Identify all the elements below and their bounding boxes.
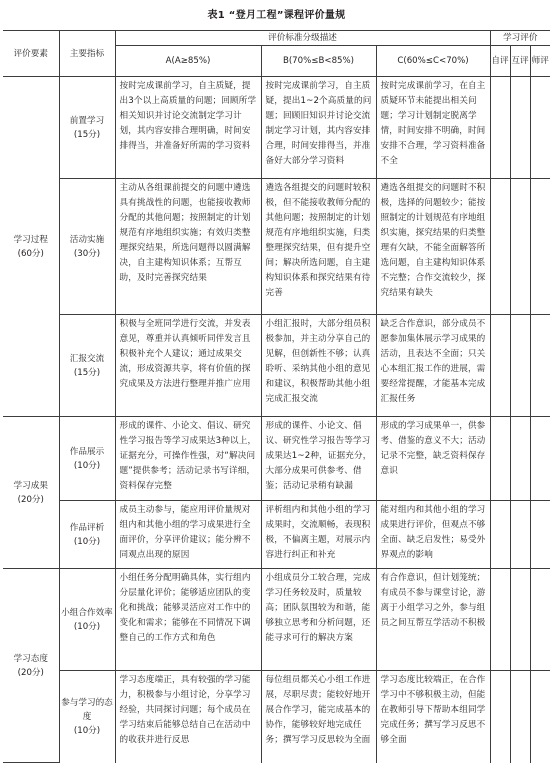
level-a-desc: 成员主动参与，能应用评价量规对组内和其他小组的学习成果进行全面评价，分享评价建议；能分辨不同观点出现的原因 [115,501,261,569]
indicator-cell [59,569,115,671]
level-b-desc: 小组成员分工较合理，完成学习任务较及时，质量较高；团队氛围较为和谐，能够独立思考和分析问题，还能寻求可行的解决方案 [261,569,376,671]
table-row [3,569,550,671]
teacher-eval-cell[interactable] [530,569,550,671]
peer-eval-cell[interactable] [510,501,530,569]
indicator-name: 活动实施 [69,234,105,245]
indicator-score: (10分) [73,536,101,547]
peer-eval-cell[interactable] [510,315,530,417]
self-eval-cell[interactable] [490,671,510,763]
level-b-desc: 小组汇报时，大部分组员积极参加，并主动分享自己的见解，但创新性不够；认真聆听、采纳其他小组的意见和建议，积极帮助其他小组完成汇报交流 [261,315,376,417]
indicator-name: 汇报交流 [69,353,105,364]
self-eval-cell[interactable] [490,417,510,501]
table-row [3,77,550,179]
teacher-eval-cell[interactable] [530,179,550,315]
header-teacher-eval: 师评 [530,46,550,77]
self-eval-cell[interactable] [490,315,510,417]
header-peer-eval: 互评 [510,46,530,77]
level-b-desc: 形成的课件、小论文、倡议、研究性学习报告等学习成果达1~2种，证据充分，大部分成果可供参考、借鉴；活动记录稍有缺漏 [261,417,376,501]
level-b-desc: 遴选各组提交的问题时较积极，但不能接收教师分配的其他问题；按照制定的计划规范有序地组织实施，归类整理探究结果，但有提升空间；解决所选问题，自主建构知识体系和探究结果有待完善 [261,179,376,315]
element-score: (20分) [17,494,44,505]
level-a-desc: 小组任务分配明确具体，实行组内分层量化评价；能够适应团队的变化和挑战；能够灵活应对工作中的变化和需求；能够在不同情况下调整自己的工作方式和角色 [115,569,261,671]
indicator-score: (10分) [73,725,101,736]
header-level-a: A(A≥85%) [115,46,261,77]
header-evaluation-group: 学习评价 [490,31,550,46]
element-cell [3,569,59,763]
teacher-eval-cell[interactable] [530,671,550,763]
self-eval-cell[interactable] [490,77,510,179]
indicator-name: 小组合作效率 [61,607,113,618]
indicator-score: (15分) [73,129,101,140]
element-cell [3,77,59,417]
teacher-eval-cell[interactable] [530,417,550,501]
table-row [3,315,550,417]
level-b-desc: 评析组内和其他小组的学习成果时，交流顺畅，表现积极，不偏离主题，对展示内容进行纠正和补充 [261,501,376,569]
element-score: (60分) [17,248,44,259]
self-eval-cell[interactable] [490,569,510,671]
table-row [3,501,550,569]
level-a-desc: 积极与全班同学进行交流，并发表意见，尊重并认真倾听同伴发言且积极补充个人建议；通过成果交流，形成资源共享，将有价值的探究成果及方法进行整理并推广应用 [115,315,261,417]
indicator-score: (10分) [73,460,101,471]
header-indicator: 主要指标 [59,31,115,77]
indicator-score: (10分) [73,621,101,632]
level-c-desc: 缺乏合作意识，部分成员不愿参加集体展示学习成果的活动，且表达不全面；只关心本组汇报工作的进展，需要经常提醒，才能基本完成汇报任务 [376,315,490,417]
peer-eval-cell[interactable] [510,417,530,501]
level-a-desc: 学习态度端正，具有较强的学习能力，积极参与小组讨论，分享学习经验，共同探讨问题；每个成员在学习结束后能够总结自己在活动中的收获并进行反思 [115,671,261,763]
indicator-score: (15分) [73,367,101,378]
element-score: (20分) [17,667,44,678]
indicator-cell [59,77,115,179]
indicator-cell [59,179,115,315]
level-a-desc: 形成的课件、小论文、倡议、研究性学习报告等学习成果达3种以上，证据充分，可操作性强，对“解决问题”提供参考；活动记录书写详细，资料保存完整 [115,417,261,501]
indicator-cell [59,315,115,417]
teacher-eval-cell[interactable] [530,315,550,417]
peer-eval-cell[interactable] [510,569,530,671]
self-eval-cell[interactable] [490,501,510,569]
level-b-desc: 按时完成课前学习，自主质疑，提出1~2个高质量的问题；回顾旧知识并讨论交流制定学习计划，其内容安排合理，时间安排得当，并准备好大部分学习资料 [261,77,376,179]
level-c-desc: 按时完成课前学习，在自主质疑环节未能提出相关问题；学习计划制定脱离学情，时间安排不明确，时间安排不合理，学习资料准备不全 [376,77,490,179]
element-name: 学习成果 [13,480,48,491]
level-c-desc: 能对组内和其他小组的学习成果进行评价，但观点不够全面、缺乏启发性；易受外界观点的影响 [376,501,490,569]
table-caption: 表1 “登月工程”课程评价量规 [207,10,346,21]
teacher-eval-cell[interactable] [530,501,550,569]
header-element: 评价要素 [3,31,59,77]
level-a-desc: 按时完成课前学习，自主质疑，提出3个以上高质量的问题；回顾所学相关知识并讨论交流制定学习计划，其内容安排合理明确，时间安排得当，并准备好所需的学习资料 [115,77,261,179]
indicator-cell [59,671,115,763]
indicator-name: 前置学习 [69,115,105,126]
peer-eval-cell[interactable] [510,671,530,763]
level-c-desc: 有合作意识，但计划笼统；有成员不参与课堂讨论，游离于小组学习之外，参与组员之间互帮互学活动不积极 [376,569,490,671]
self-eval-cell[interactable] [490,179,510,315]
level-c-desc: 遴选各组提交的问题时不积极，选择的问题较少；能按照制定的计划规范有序地组织实施，探究结果的归类整理有欠缺，不能全面解答所选问题，自主建构知识体系不完整；合作交流较少，探究结果有缺失 [376,179,490,315]
header-scale-group: 评价标准分级描述 [115,31,490,46]
rubric-table [3,30,550,763]
indicator-name: 参与学习的态度 [61,697,113,722]
element-cell [3,417,59,569]
level-c-desc: 形成的学习成果单一，供参考、借鉴的意义不大；活动记录不完整，缺乏资料保存意识 [376,417,490,501]
header-self-eval: 自评 [490,46,510,77]
header-level-b: B(70%≤B<85%) [261,46,376,77]
indicator-name: 作品展示 [69,446,105,457]
level-c-desc: 学习态度比较端正，在合作学习中不够积极主动，但能在教师引导下帮助本组同学完成任务；撰写学习反思不够全面 [376,671,490,763]
peer-eval-cell[interactable] [510,179,530,315]
element-name: 学习态度 [13,653,48,664]
indicator-cell [59,417,115,501]
peer-eval-cell[interactable] [510,77,530,179]
indicator-score: (30分) [73,248,101,259]
indicator-name: 作品评析 [69,522,105,533]
element-name: 学习过程 [13,234,48,245]
table-row [3,417,550,501]
table-row [3,671,550,763]
indicator-cell [59,501,115,569]
level-a-desc: 主动从各组课前提交的问题中遴选具有挑战性的问题，也能接收教师分配的其他问题；按照制定的计划规范有序地组织实施；有效归类整理探究结果，所选问题得以圆满解决，自主建构知识体系；互帮互助，及时完善探究结果 [115,179,261,315]
table-row [3,179,550,315]
level-b-desc: 每位组员都关心小组工作进展，尽职尽责；能较好地开展合作学习，能完成基本的协作，能够较好地完成任务；撰写学习反思较为全面 [261,671,376,763]
teacher-eval-cell[interactable] [530,77,550,179]
header-level-c: C(60%≤C<70%) [376,46,490,77]
